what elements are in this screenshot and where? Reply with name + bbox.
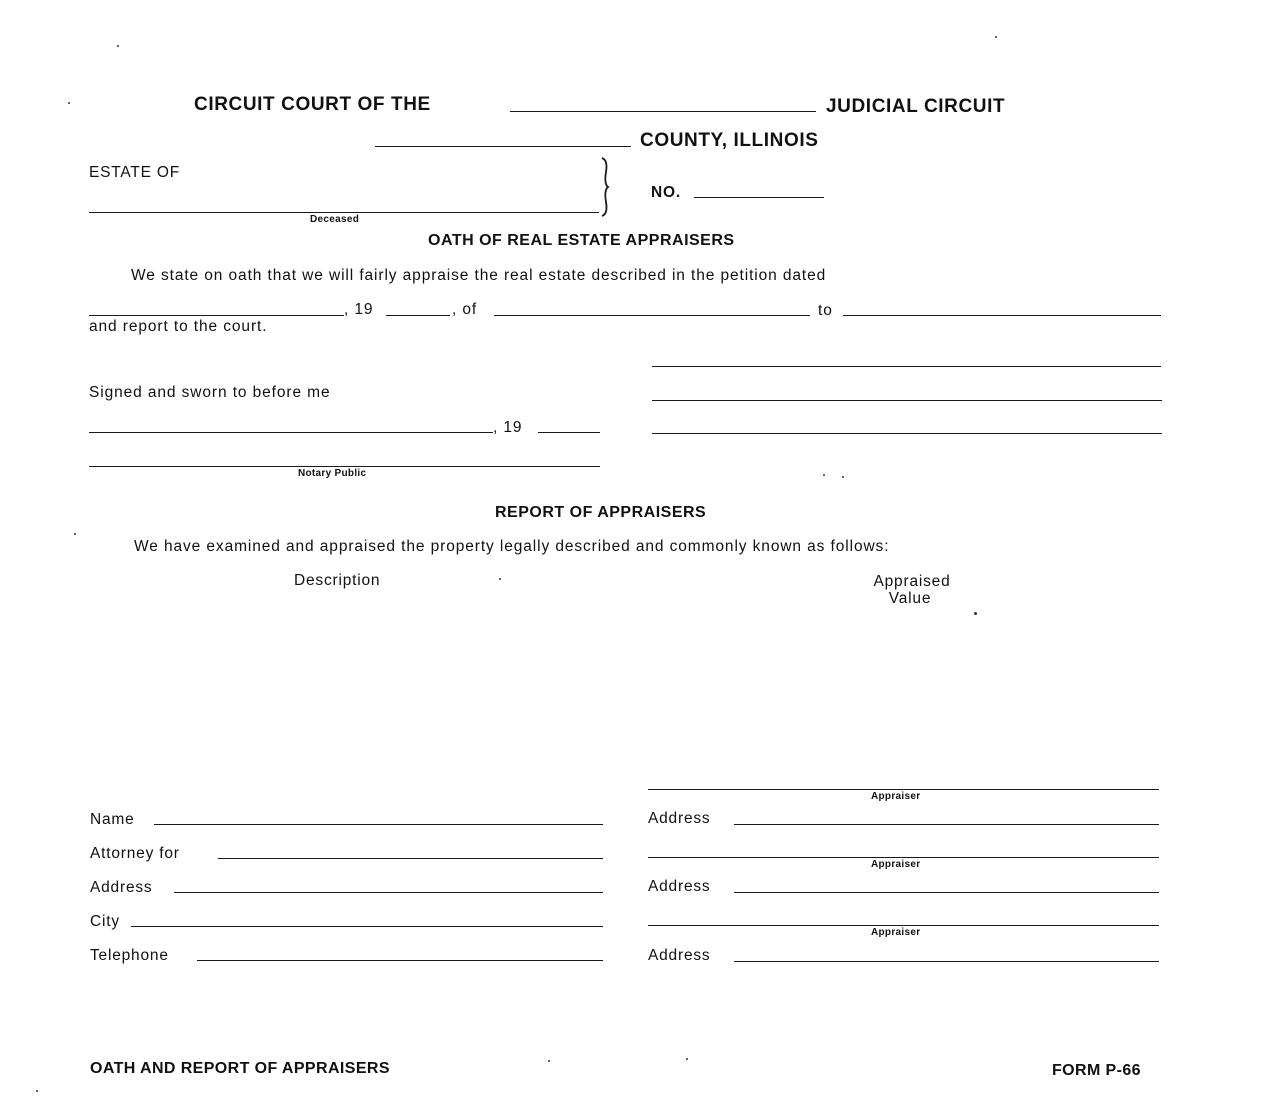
appraiser-1-line[interactable] <box>648 789 1159 790</box>
of-label: , of <box>452 301 478 318</box>
county-blank[interactable] <box>375 146 631 147</box>
scan-speck <box>74 533 76 535</box>
notary-public-label: Notary Public <box>298 468 367 479</box>
attorney-address-label: Address <box>90 879 153 896</box>
deceased-name-blank[interactable] <box>89 212 599 213</box>
report-title: REPORT OF APPRAISERS <box>495 504 707 521</box>
circuit-number-blank[interactable] <box>510 111 816 112</box>
caption-brace <box>598 156 616 218</box>
court-suffix: JUDICIAL CIRCUIT <box>826 96 1006 117</box>
appraiser-signature-line-3[interactable] <box>652 433 1162 434</box>
sworn-date-blank[interactable] <box>89 432 493 433</box>
attorney-city-label: City <box>90 913 120 930</box>
appraiser-2-address-label: Address <box>648 878 711 895</box>
description-column-header: Description <box>294 572 381 589</box>
appraiser-2-line[interactable] <box>648 857 1159 858</box>
oath-statement: We state on oath that we will fairly appraise the real estate described in the petition dated <box>131 267 827 284</box>
appraised-value-header-line2: Value <box>888 590 932 607</box>
footer-form-number: FORM P-66 <box>1052 1062 1141 1079</box>
notary-signature-line[interactable] <box>89 466 600 467</box>
attorney-address-field[interactable] <box>174 892 603 893</box>
attorney-name-label: Name <box>90 811 135 828</box>
scan-speck <box>36 1090 38 1092</box>
year-prefix: , 19 <box>344 301 374 318</box>
appraiser-signature-line-2[interactable] <box>652 400 1162 401</box>
scan-speck <box>823 474 825 476</box>
deceased-label: Deceased <box>310 214 360 225</box>
case-number-label: NO. <box>651 184 681 201</box>
report-to-court: and report to the court. <box>89 318 268 335</box>
signed-sworn-label: Signed and sworn to before me <box>89 384 331 401</box>
scan-speck <box>68 102 70 104</box>
case-number-blank[interactable] <box>694 197 824 198</box>
sworn-year-blank[interactable] <box>538 432 600 433</box>
attorney-city-field[interactable] <box>131 926 603 927</box>
appraiser-3-label: Appraiser <box>871 927 921 938</box>
scan-speck <box>117 45 119 47</box>
appraiser-2-label: Appraiser <box>871 859 921 870</box>
attorney-telephone-field[interactable] <box>197 960 603 961</box>
court-prefix: CIRCUIT COURT OF THE <box>194 94 431 115</box>
appraiser-3-address-label: Address <box>648 947 711 964</box>
scan-speck <box>842 476 844 478</box>
appraiser-1-address-field[interactable] <box>734 824 1159 825</box>
oath-title: OATH OF REAL ESTATE APPRAISERS <box>428 232 735 249</box>
recipient-blank[interactable] <box>843 315 1161 316</box>
appraiser-1-label: Appraiser <box>871 791 921 802</box>
to-label: to <box>818 302 833 319</box>
appraiser-3-address-field[interactable] <box>734 961 1159 962</box>
appraiser-signature-line-1[interactable] <box>652 366 1161 367</box>
county-label: COUNTY, ILLINOIS <box>640 130 819 151</box>
report-statement: We have examined and appraised the property legally described and commonly known as follows: <box>134 538 890 555</box>
scan-speck <box>686 1058 688 1060</box>
scan-speck <box>974 612 977 615</box>
appraised-value-header-line1: Appraised <box>873 573 951 590</box>
attorney-name-field[interactable] <box>154 824 603 825</box>
attorney-for-label: Attorney for <box>90 845 180 862</box>
attorney-telephone-label: Telephone <box>90 947 169 964</box>
scan-speck <box>548 1060 550 1062</box>
petitioner-blank[interactable] <box>494 315 810 316</box>
petition-date-blank[interactable] <box>89 315 344 316</box>
scan-speck <box>995 36 997 38</box>
petition-year-blank[interactable] <box>386 315 450 316</box>
scan-speck <box>499 578 501 580</box>
attorney-for-field[interactable] <box>218 858 603 859</box>
appraiser-1-address-label: Address <box>648 810 711 827</box>
sworn-year-prefix: , 19 <box>493 419 523 436</box>
estate-of-label: ESTATE OF <box>89 164 181 181</box>
appraiser-3-line[interactable] <box>648 925 1159 926</box>
appraiser-2-address-field[interactable] <box>734 892 1159 893</box>
footer-form-title: OATH AND REPORT OF APPRAISERS <box>90 1060 390 1077</box>
